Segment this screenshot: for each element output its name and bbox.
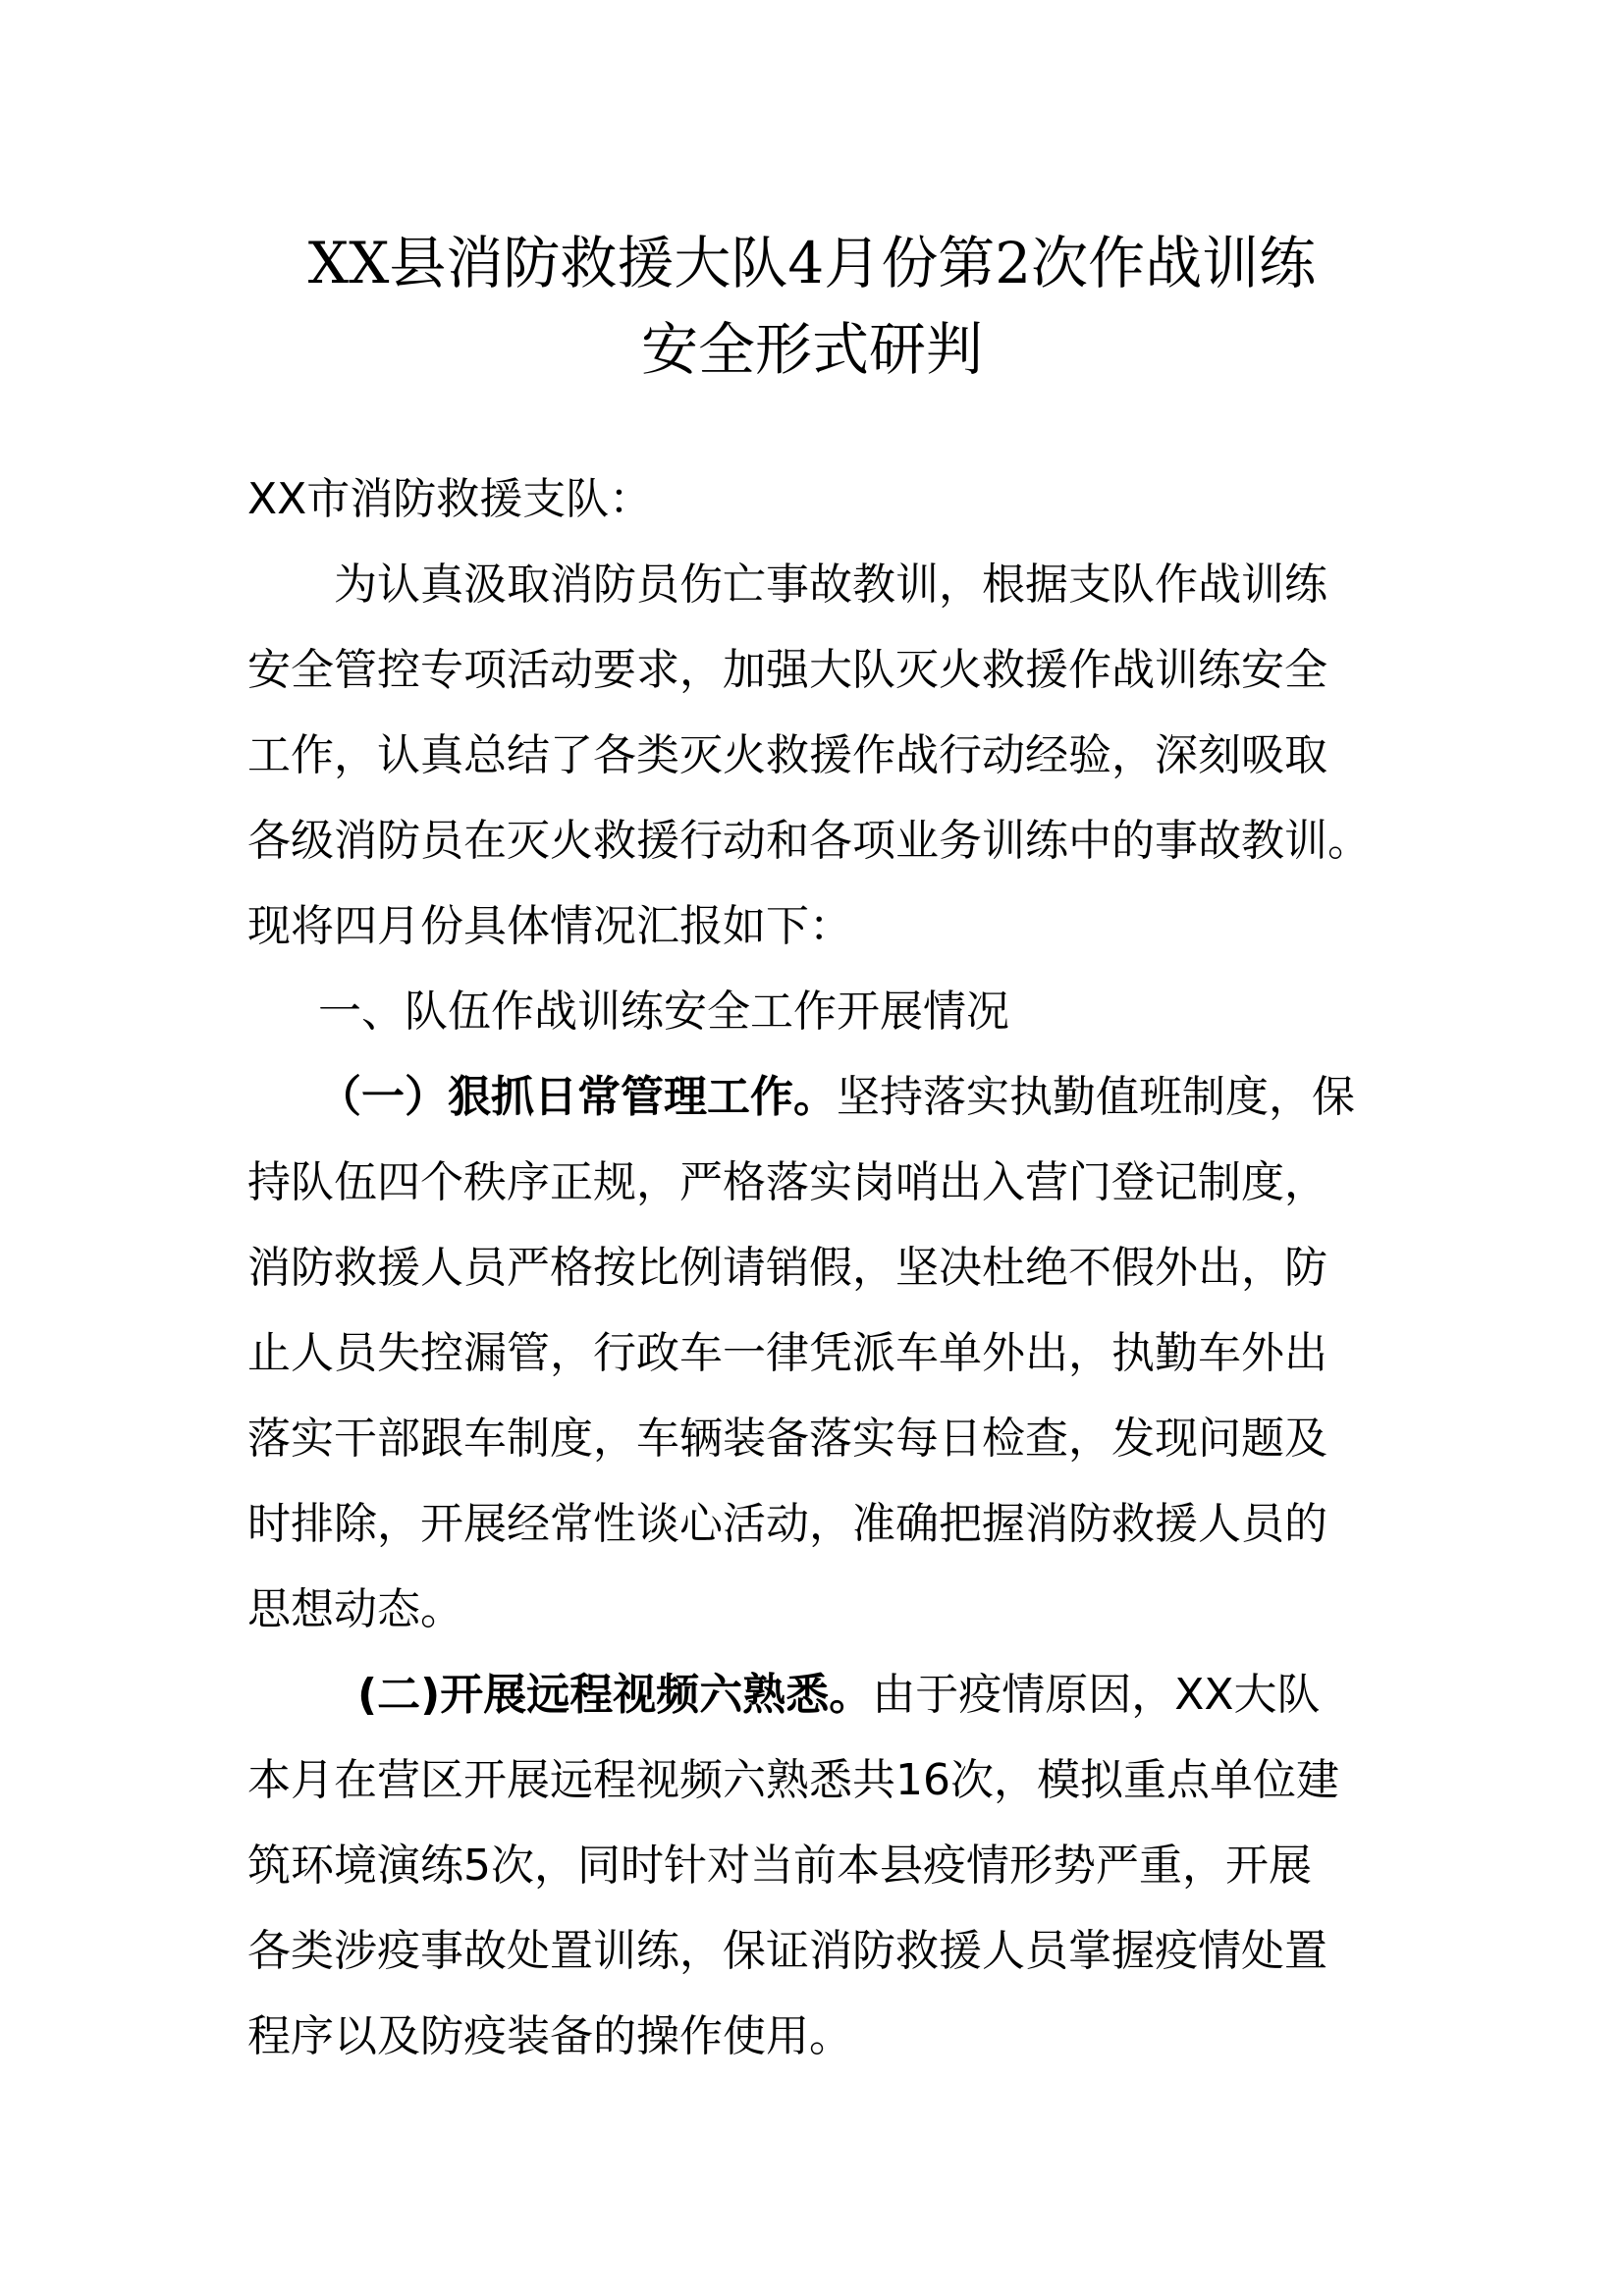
paragraph-line: 为认真汲取消防员伤亡事故教训，根据支队作战训练 <box>334 560 1327 610</box>
paragraph-line: 现将四月份具体情况汇报如下： <box>247 901 852 951</box>
document-title-line-1: XX县消防救援大队4月份第2次作战训练 <box>307 230 1317 296</box>
paragraph-line: 本月在营区开展远程视频六熟悉共16次，模拟重点单位建 <box>247 1755 1339 1805</box>
document-body <box>247 456 1396 2079</box>
item-2-paragraph <box>247 1652 1396 2079</box>
paragraph-line: 工作，认真总结了各类灭火救援作战行动经验，深刻吸取 <box>247 730 1327 780</box>
paragraph-text: 由于疫情原因，XX大队 <box>872 1670 1321 1720</box>
paragraph-line: 持队伍四个秩序正规，严格落实岗哨出入营门登记制度， <box>247 1157 1327 1207</box>
paragraph-line: 安全管控专项活动要求，加强大队灭火救援作战训练安全 <box>247 645 1327 695</box>
item-1-paragraph <box>247 1054 1396 1652</box>
item-heading: （一）狠抓日常管理工作。 <box>318 1072 837 1122</box>
document-title-line-2: 安全形式研判 <box>640 316 983 383</box>
intro-paragraph <box>247 542 1396 969</box>
item-heading: (二)开展远程视频六熟悉。 <box>357 1670 873 1720</box>
paragraph-line <box>247 1054 1396 1140</box>
paragraph-line: 落实干部跟车制度，车辆装备落实每日检查，发现问题及 <box>247 1414 1327 1464</box>
paragraph-line: 止人员失控漏管，行政车一律凭派车单外出，执勤车外出 <box>247 1328 1327 1378</box>
paragraph-line: 思想动态。 <box>247 1584 463 1634</box>
paragraph-line: 程序以及防疫装备的操作使用。 <box>247 2011 852 2061</box>
paragraph-line: 时排除，开展经常性谈心活动，准确把握消防救援人员的 <box>247 1499 1327 1549</box>
paragraph-line: 筑环境演练5次，同时针对当前本县疫情形势严重，开展 <box>247 1841 1312 1891</box>
salutation: XX市消防救援支队： <box>247 474 653 524</box>
paragraph-line: 消防救援人员严格按比例请销假，坚决杜绝不假外出，防 <box>247 1243 1327 1293</box>
section-heading: 一、队伍作战训练安全工作开展情况 <box>318 987 1009 1037</box>
paragraph-line <box>247 1652 1396 1737</box>
paragraph-line: 各级消防员在灭火救援行动和各项业务训练中的事故教训。 <box>247 816 1371 866</box>
paragraph-line: 各类涉疫事故处置训练，保证消防救援人员掌握疫情处置 <box>247 1926 1327 1976</box>
paragraph-text: 坚持落实执勤值班制度，保 <box>837 1072 1355 1122</box>
